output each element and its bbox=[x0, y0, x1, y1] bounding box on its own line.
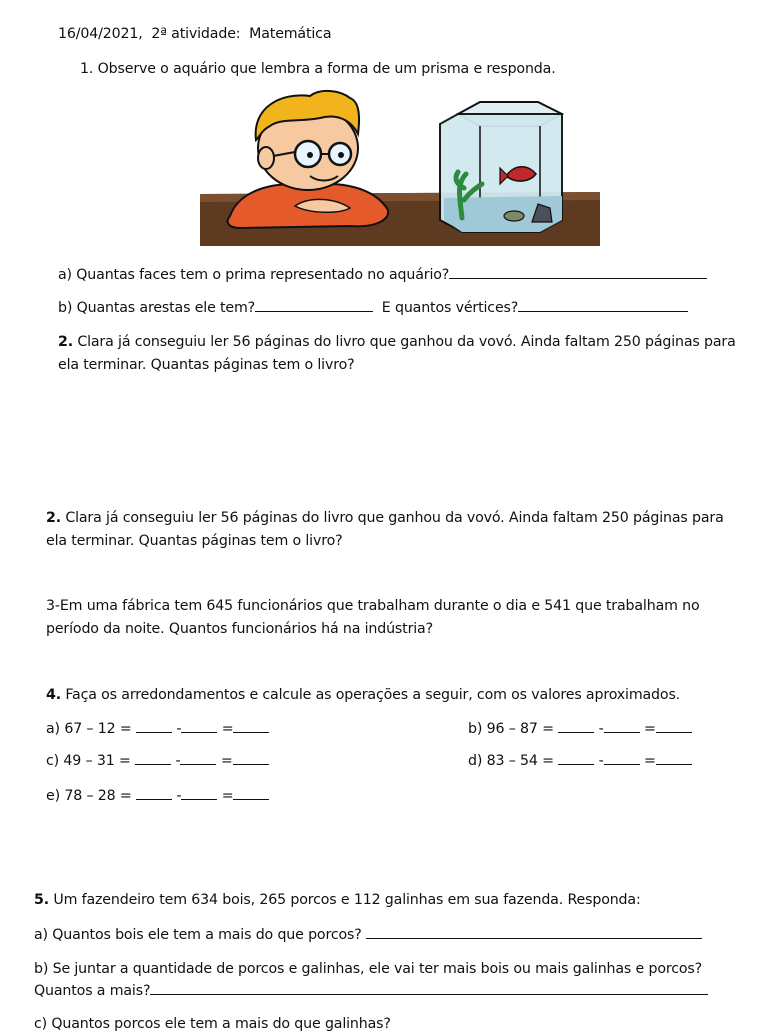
q5-c-text: c) Quantos porcos ele tem a mais do que galinhas? bbox=[34, 1016, 391, 1032]
q4-equals: = bbox=[220, 753, 233, 769]
q4-item-label: d) bbox=[468, 753, 483, 769]
q1-a-text: a) Quantas faces tem o prima representado no aquário? bbox=[58, 267, 450, 283]
q3-line1 bbox=[46, 597, 700, 615]
q4-blank[interactable] bbox=[558, 720, 594, 733]
q2-first-line1 bbox=[58, 333, 736, 351]
q5-a-answer-line[interactable] bbox=[366, 926, 702, 939]
q2-second-text1: Clara já conseguiu ler 56 páginas do livro que ganhou da vovó. Ainda faltam 250 páginas para bbox=[65, 510, 724, 526]
q4-prompt bbox=[46, 686, 680, 704]
q4-item-e bbox=[46, 787, 269, 805]
q5-b-line1 bbox=[34, 960, 702, 978]
q3-text2: período da noite. Quantos funcionários há na indústria? bbox=[46, 621, 433, 637]
q4-blank[interactable] bbox=[604, 752, 640, 765]
q4-text: Faça os arredondamentos e calcule as operações a seguir, com os valores aproximados. bbox=[65, 687, 681, 703]
q4-minus: - bbox=[176, 721, 182, 737]
q2-first-text1: Clara já conseguiu ler 56 páginas do livro que ganhou da vovó. Ainda faltam 250 páginas para bbox=[77, 334, 736, 350]
q4-equals: = bbox=[644, 753, 656, 769]
q4-equals: = bbox=[644, 721, 656, 737]
boy-aquarium-illustration bbox=[200, 88, 600, 246]
q4-minus: - bbox=[176, 788, 182, 804]
q5-a bbox=[34, 926, 702, 944]
header-subject: Matemática bbox=[249, 26, 332, 42]
q4-item-label: b) bbox=[468, 721, 483, 737]
q4-item-label: c) bbox=[46, 753, 60, 769]
q1-text: Observe o aquário que lembra a forma de um prisma e responda. bbox=[97, 61, 556, 77]
q4-minus: - bbox=[598, 753, 604, 769]
q4-item-expr: 67 – 12 = bbox=[64, 721, 132, 737]
q4-item-a bbox=[46, 720, 269, 738]
q5-a-text: a) Quantos bois ele tem a mais do que porcos? bbox=[34, 927, 362, 943]
q4-blank[interactable] bbox=[604, 720, 640, 733]
q5-b-text1: b) Se juntar a quantidade de porcos e galinhas, ele vai ter mais bois ou mais galinhas e porcos? bbox=[34, 961, 703, 977]
q5-b-line2 bbox=[34, 982, 708, 1000]
q1-a-answer-line[interactable] bbox=[449, 266, 707, 279]
q2-first-line2 bbox=[58, 356, 355, 374]
q1-b2-text: E quantos vértices? bbox=[381, 300, 519, 316]
q1-b-answer-line[interactable] bbox=[255, 299, 373, 312]
q4-minus: - bbox=[175, 753, 181, 769]
q4-item-expr: 49 – 31 = bbox=[63, 753, 131, 769]
q1-b2-answer-line[interactable] bbox=[518, 299, 688, 312]
q1-number: 1. bbox=[80, 61, 94, 77]
q4-blank[interactable] bbox=[233, 787, 269, 800]
q5-b-text2: Quantos a mais? bbox=[34, 983, 151, 999]
header-date: 16/04/2021, bbox=[58, 26, 143, 42]
q4-blank[interactable] bbox=[136, 787, 172, 800]
q4-equals: = bbox=[221, 788, 234, 804]
q4-number: 4. bbox=[46, 687, 61, 703]
q3-line2 bbox=[46, 620, 433, 638]
q4-item-label: a) bbox=[46, 721, 60, 737]
q4-blank[interactable] bbox=[135, 752, 171, 765]
page-header bbox=[58, 25, 331, 43]
q2-first-number: 2. bbox=[58, 334, 73, 350]
prism-aquarium-icon bbox=[440, 102, 562, 232]
q2-second-line2 bbox=[46, 532, 343, 550]
q4-blank[interactable] bbox=[136, 720, 172, 733]
q1-b-text: b) Quantas arestas ele tem? bbox=[58, 300, 256, 316]
q4-minus: - bbox=[598, 721, 604, 737]
q1-a bbox=[58, 266, 707, 284]
q4-item-label: e) bbox=[46, 788, 60, 804]
q4-blank[interactable] bbox=[558, 752, 594, 765]
q4-blank[interactable] bbox=[233, 752, 269, 765]
q5-c bbox=[34, 1015, 391, 1033]
q4-blank[interactable] bbox=[181, 787, 217, 800]
q4-blank[interactable] bbox=[656, 752, 692, 765]
q4-item-expr: 96 – 87 = bbox=[486, 721, 554, 737]
header-activity: 2ª atividade: bbox=[151, 26, 241, 42]
q1-prompt bbox=[80, 60, 556, 78]
q4-item-expr: 78 – 28 = bbox=[64, 788, 132, 804]
q4-item-b bbox=[468, 720, 692, 738]
q2-second-text2: ela terminar. Quantas páginas tem o livro? bbox=[46, 533, 343, 549]
q5-b-answer-line[interactable] bbox=[150, 982, 708, 995]
q4-blank[interactable] bbox=[656, 720, 692, 733]
q2-second-number: 2. bbox=[46, 510, 61, 526]
q4-blank[interactable] bbox=[233, 720, 269, 733]
q5-text: Um fazendeiro tem 634 bois, 265 porcos e 112 galinhas em sua fazenda. Responda: bbox=[53, 892, 641, 908]
q2-first-text2: ela terminar. Quantas páginas tem o livro? bbox=[58, 357, 355, 373]
q1-b bbox=[58, 299, 688, 317]
q4-item-c bbox=[46, 752, 269, 770]
q4-blank[interactable] bbox=[180, 752, 216, 765]
q4-item-expr: 83 – 54 = bbox=[486, 753, 554, 769]
q5-number: 5. bbox=[34, 892, 49, 908]
q2-second-line1 bbox=[46, 509, 724, 527]
q3-text1: 3-Em uma fábrica tem 645 funcionários que trabalham durante o dia e 541 que trabalham no bbox=[46, 598, 700, 614]
q5-prompt bbox=[34, 891, 641, 909]
q4-blank[interactable] bbox=[181, 720, 217, 733]
q4-equals: = bbox=[221, 721, 234, 737]
q4-item-d bbox=[468, 752, 692, 770]
